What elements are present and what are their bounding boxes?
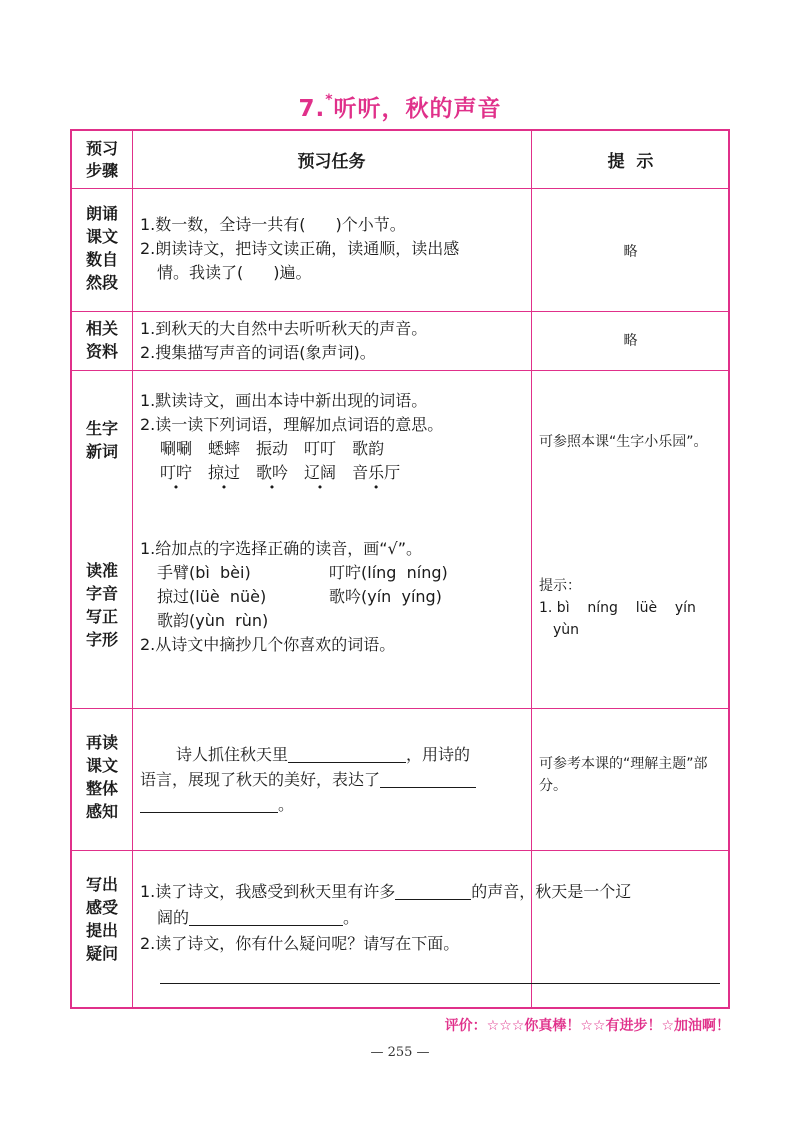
answer-blank[interactable] [288,745,406,763]
row-divider [72,708,728,709]
row2-task: 1.到秋天的大自然中去听听秋天的声音。 2.搜集描写声音的词语(象声词)。 [140,319,428,362]
row1-tip: 略 [623,244,638,260]
header-step: 预习 步骤 [85,138,118,180]
page-number: — 255 — [370,1045,430,1060]
row-divider [72,188,728,189]
row-divider [72,850,728,851]
row2-tip: 略 [623,333,638,349]
row4-task: 1.给加点的字选择正确的读音，画“√”。 手臂(bì bèi) 叮咛(líng níng) 掠过(lüè nüè) 歌吟(yín yíng) 歌韵(yùn rùn) 2.从诗文中摘抄几个你喜欢的词语。 [140,539,448,654]
row1-step: 朗诵 课文 数自 然段 [85,204,118,292]
answer-blank[interactable] [140,795,278,813]
title-text: 听听，秋的声音 [333,96,502,122]
row3-tip: 可参照本课“生字小乐园”。 [539,434,708,450]
page-title [0,90,800,123]
answer-blank[interactable] [380,770,476,788]
row2-step: 相关 资料 [85,319,118,361]
vocab-row-2: 叮咛 掠过 歌吟 辽阔 音乐厅 [160,463,401,482]
row4-step: 读准 字音 写正 字形 [85,561,118,649]
row5-tip: 可参考本课的“理解主题”部分。 [539,756,708,794]
evaluation-text: 评价：☆☆☆你真棒！☆☆有进步！☆加油啊！ [444,1018,730,1034]
title-number: 7. [298,96,326,122]
row6-task: 1.读了诗文，我感受到秋天里有许多 的声音，秋天是一个辽 阔的 。 2.读了诗文，你有什么疑问呢？请写在下面。 [140,879,725,989]
answer-line[interactable] [160,966,720,984]
vocab-row-1: 唰唰 蟋蟀 振动 叮叮 歌韵 [160,439,385,458]
header-task: 预习任务 [297,152,366,172]
row1-task: 1.数一数，全诗一共有( )个小节。 2.朗读诗文，把诗文读正确，读通顺，读出感 情。我读了( )遍。 [140,215,460,282]
header-tip: 提 示 [607,152,654,172]
title-star: * [325,92,334,108]
answer-blank[interactable] [395,882,471,900]
row-divider [72,311,728,312]
row5-task: 诗人抓住秋天里 ，用诗的 语言，展现了秋天的美好，表达了 。 [140,742,525,817]
row5-step: 再读 课文 整体 感知 [85,733,118,821]
row3-task: 1.默读诗文，画出本诗中新出现的词语。 2.读一读下列词语，理解加点词语的意思。 唰唰 蟋蟀 振动 叮叮 歌韵 叮咛 掠过 歌吟 辽阔 音乐厅 [140,389,525,485]
column-divider [132,131,133,1007]
preview-table [70,129,730,1009]
row6-step: 写出 感受 提出 疑问 [85,875,118,963]
row4-tip: 提示： 1. bì níng lüè yín yùn [539,578,696,638]
answer-blank[interactable] [189,908,343,926]
row-divider [72,370,728,371]
row3-step: 生字 新词 [85,419,118,461]
